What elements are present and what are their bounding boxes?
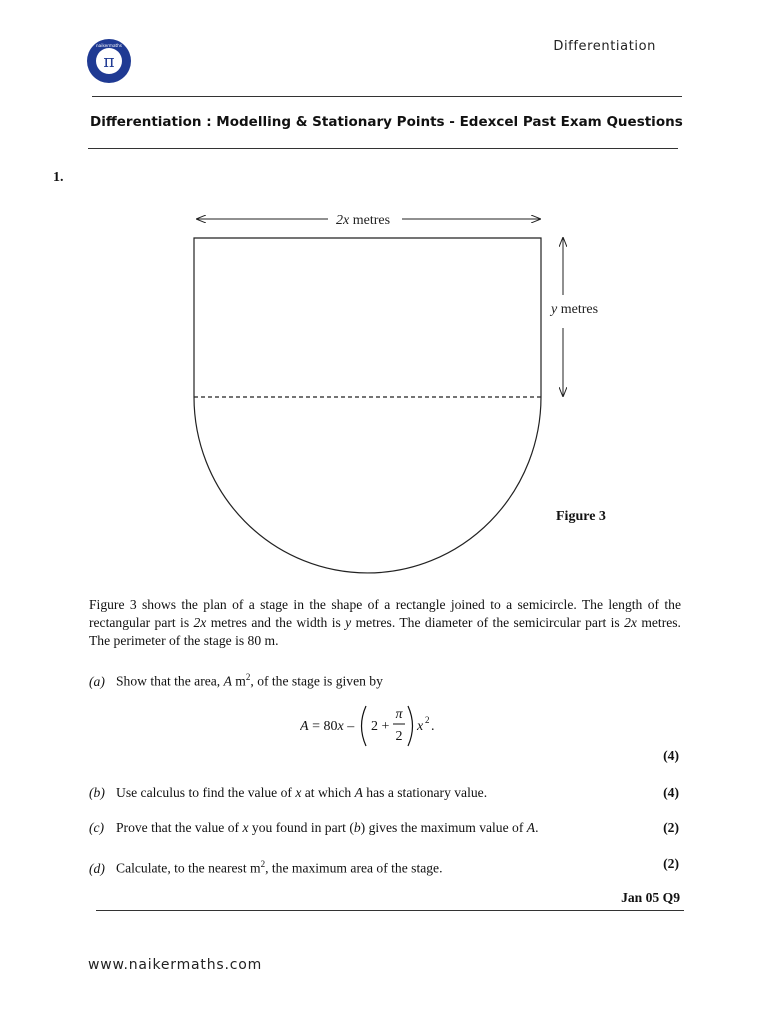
svg-text:2: 2 (395, 729, 403, 744)
question-end-rule (96, 910, 684, 911)
footer-website: www.naikermaths.com (88, 957, 263, 973)
part-c-marks: (2) (663, 820, 679, 835)
svg-text:.: . (431, 719, 435, 734)
part-a-marks: (4) (663, 748, 679, 763)
part-b-marks: (4) (663, 785, 679, 800)
part-a: (a) Show that the area, A $m^2$, of the stage is given by (89, 672, 383, 689)
svg-text:2 +: 2 + (371, 719, 390, 734)
part-c: (c) Prove that the value of x you found in part (b) gives the maximum value of A. (89, 820, 539, 835)
figure-caption: Figure 3 (556, 509, 606, 524)
part-b: (b) Use calculus to find the value of x at which A has a stationary value. (89, 785, 488, 800)
header-topic: Differentiation (553, 39, 656, 54)
svg-text:A = 80x –: A = 80x – (300, 719, 355, 734)
part-d-marks: (2) (663, 856, 679, 871)
svg-text:π: π (395, 707, 403, 722)
question-source: Jan 05 Q9 (621, 890, 680, 905)
part-d: (d) Calculate, to the nearest $m^2$, the maximum area of the stage. (89, 859, 443, 876)
svg-text:x: x (417, 719, 424, 734)
area-formula (300, 702, 450, 755)
svg-text:2: 2 (425, 715, 430, 725)
rectangle-outline (194, 238, 541, 397)
width-label: 2x metres (336, 213, 391, 228)
semicircle-arc (194, 397, 541, 573)
question-number: 1. (53, 170, 64, 185)
logo-text: naikermaths (95, 43, 123, 48)
question-intro: Figure 3 shows the plan of a stage in the shape of a rectangle joined to a semicircle. The length of the rectangular part is 2x metres and the width is y metres. The diameter of the semicircular part is 2x metres. The perimeter of the stage is 80 m. (89, 597, 681, 648)
logo-pi-symbol: π (103, 52, 115, 72)
page-title: Differentiation : Modelling & Stationary Points - Edexcel Past Exam Questions (90, 114, 683, 130)
height-label: y metres (551, 302, 599, 317)
